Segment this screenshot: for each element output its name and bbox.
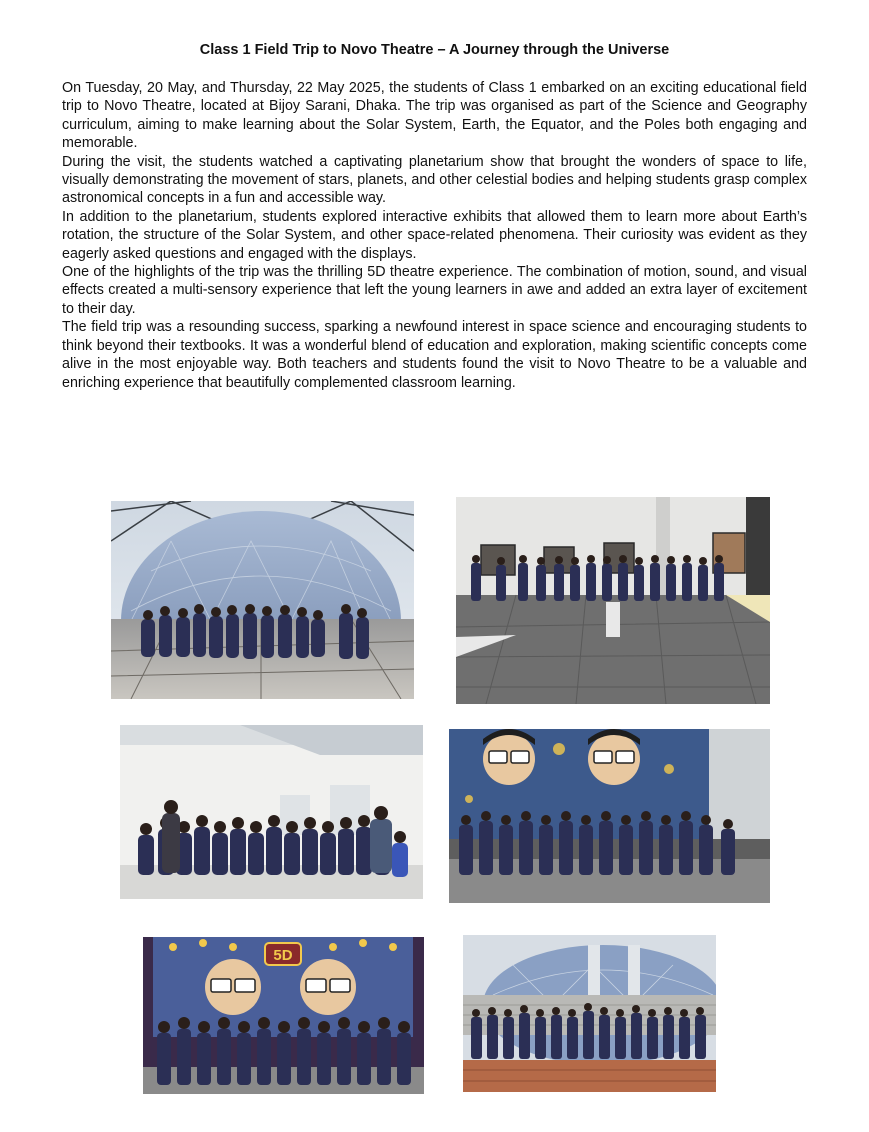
article-body [62, 79, 807, 392]
poster-badge-text: 5D [273, 947, 293, 964]
paragraph-5: The field trip was a resounding success, sparking a newfound interest in space science and encouraging students to think beyond their textbooks. It was a wonderful blend of education and exploration, making scientific concepts come alive in the most enjoyable way. Both teachers and students found the visit to Novo Theatre to be a valuable and enriching experience that beautifully complemented classroom learning. [62, 319, 807, 391]
paragraph-3: In addition to the planetarium, students explored interactive exhibits that allowed them to learn more about Earth’s rotation, the structure of the Solar System, and other space-related phenomena. Their curiosity was evident as they eagerly asked questions and engaged with the displays. [62, 208, 807, 262]
photo-group-white-hall [120, 725, 423, 899]
photo-group-hall [456, 497, 770, 704]
photo-group-5d-poster [143, 937, 424, 1094]
photo-group-dome [111, 501, 414, 699]
photo-group-poster [449, 729, 770, 903]
photo-group-steps [463, 935, 716, 1092]
paragraph-4: One of the highlights of the trip was the thrilling 5D theatre experience. The combination of motion, sound, and visual effects created a multi-sensory experience that left the young learners in awe and added an extra layer of excitement to their day. [62, 264, 807, 317]
paragraph-2: During the visit, the students watched a captivating planetarium show that brought the wonders of space to life, visually demonstrating the movement of stars, planets, and other celestial bodies and helping students grasp complex astronomical concepts in a fun and accessible way. [62, 153, 807, 207]
paragraph-1: On Tuesday, 20 May, and Thursday, 22 May 2025, the students of Class 1 embarked on an exciting educational field trip to Novo Theatre, located at Bijoy Sarani, Dhaka. The trip was organised as part of the Science and Geography curriculum, aiming to make learning about the Solar System, Earth, the Equator, and the Poles both engaging and memorable. [62, 80, 807, 152]
page-title: Class 1 Field Trip to Novo Theatre – A Journey through the Universe [199, 42, 670, 58]
